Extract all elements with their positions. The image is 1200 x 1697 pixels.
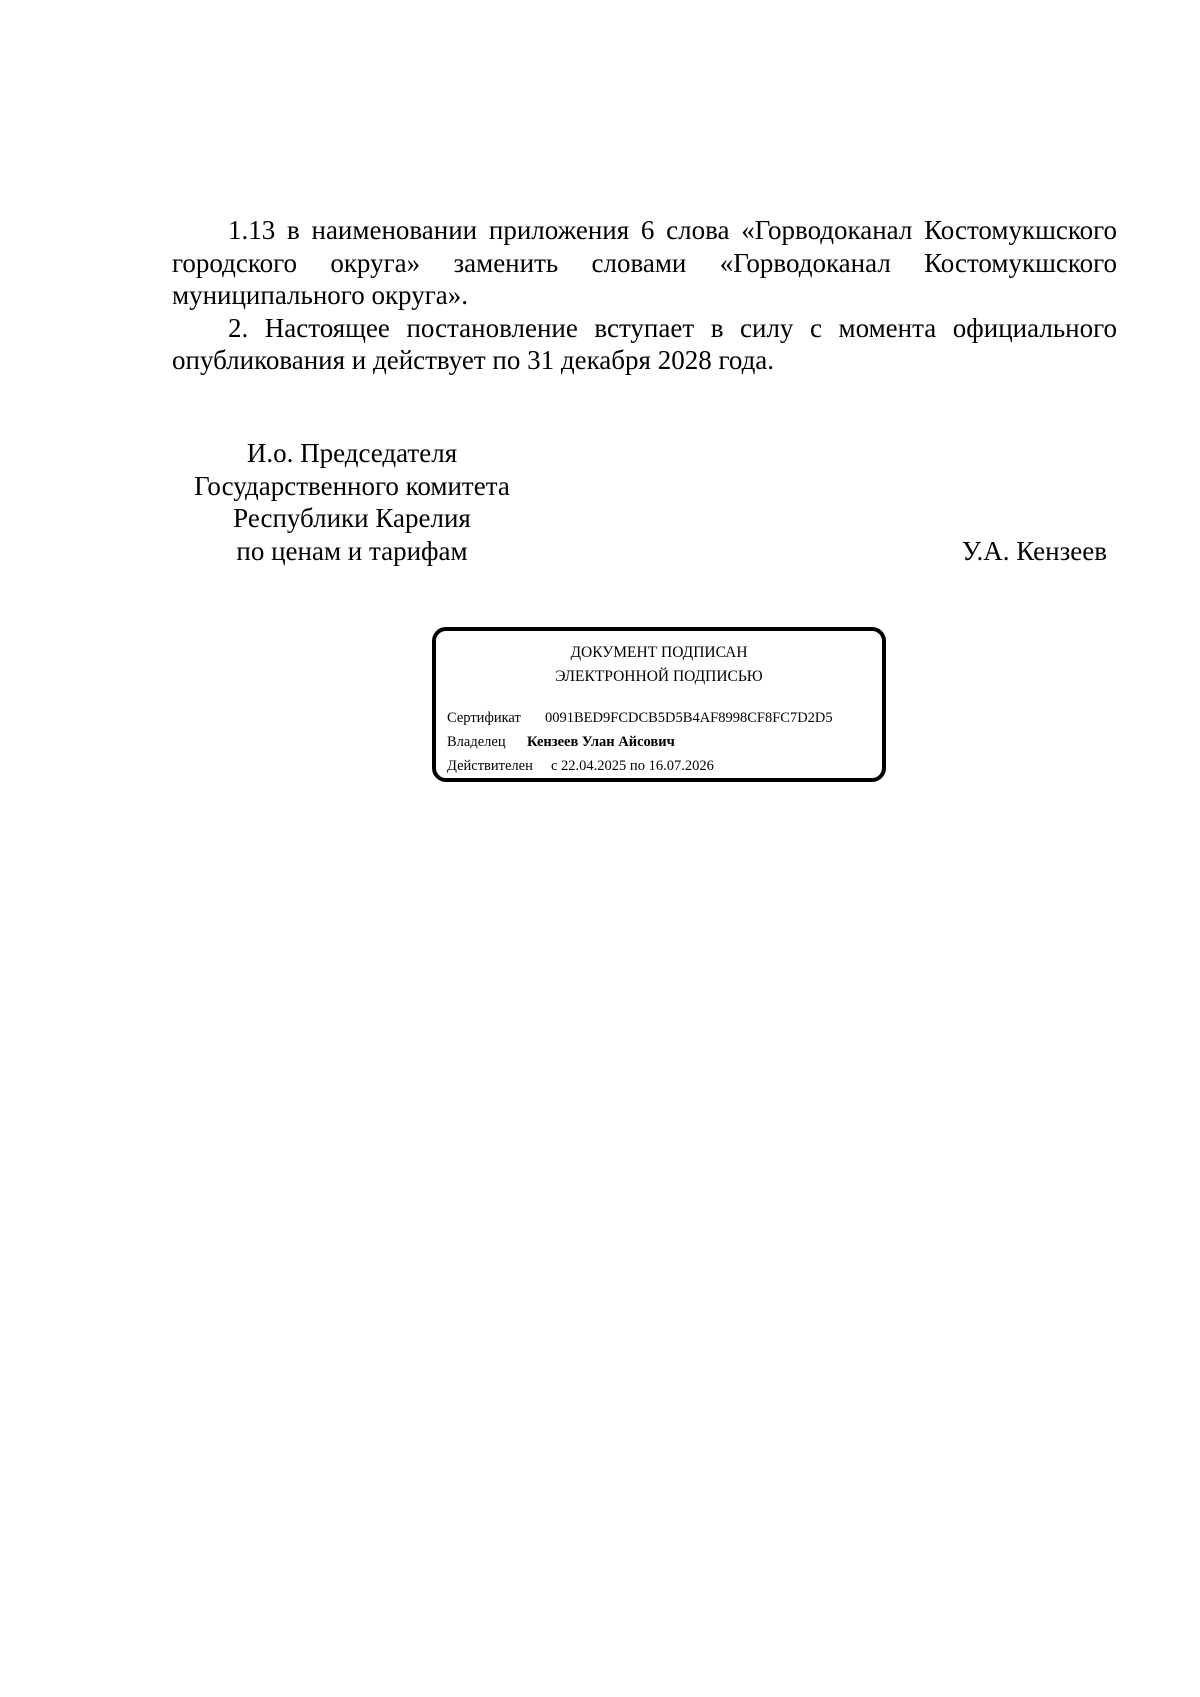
stamp-header: [436, 641, 882, 689]
owner-label: Владелец: [447, 734, 506, 750]
position-line-4: по ценам и тарифам: [236, 535, 468, 566]
owner-value: Кензеев Улан Айсович: [527, 734, 675, 750]
certificate-label: Сертификат: [447, 710, 521, 726]
stamp-header-line-1: ДОКУМЕНТ ПОДПИСАН: [570, 644, 748, 661]
position-line-2: Государственного комитета: [194, 470, 510, 501]
signatory-position: [172, 437, 532, 567]
electronic-signature-stamp: [432, 627, 886, 782]
paragraph-2: 2. Настоящее постановление вступает в силу с момента официального опубликования и действует по 31 декабря 2028 года.: [172, 312, 1117, 375]
signatory-name: У.А. Кензеев: [961, 536, 1107, 566]
document-body: [172, 214, 1117, 377]
paragraph-1-13: 1.13 в наименовании приложения 6 слова «Горводоканал Костомукшского городского округа» заменить словами «Горводоканал Костомукшского муниципального округа».: [172, 215, 1117, 310]
position-line-3: Республики Карелия: [233, 503, 471, 533]
stamp-certificate-row: [447, 709, 833, 728]
valid-label: Действителен: [447, 758, 533, 774]
certificate-value: 0091BED9FCDCB5D5B4AF8998CF8FC7D2D5: [545, 710, 833, 726]
position-line-1: И.о. Председателя: [246, 438, 458, 468]
stamp-header-line-2: ЭЛЕКТРОННОЙ ПОДПИСЬЮ: [555, 668, 763, 685]
stamp-validity-row: [447, 757, 714, 776]
stamp-owner-row: [447, 733, 675, 752]
valid-value: с 22.04.2025 по 16.07.2026: [551, 758, 714, 774]
